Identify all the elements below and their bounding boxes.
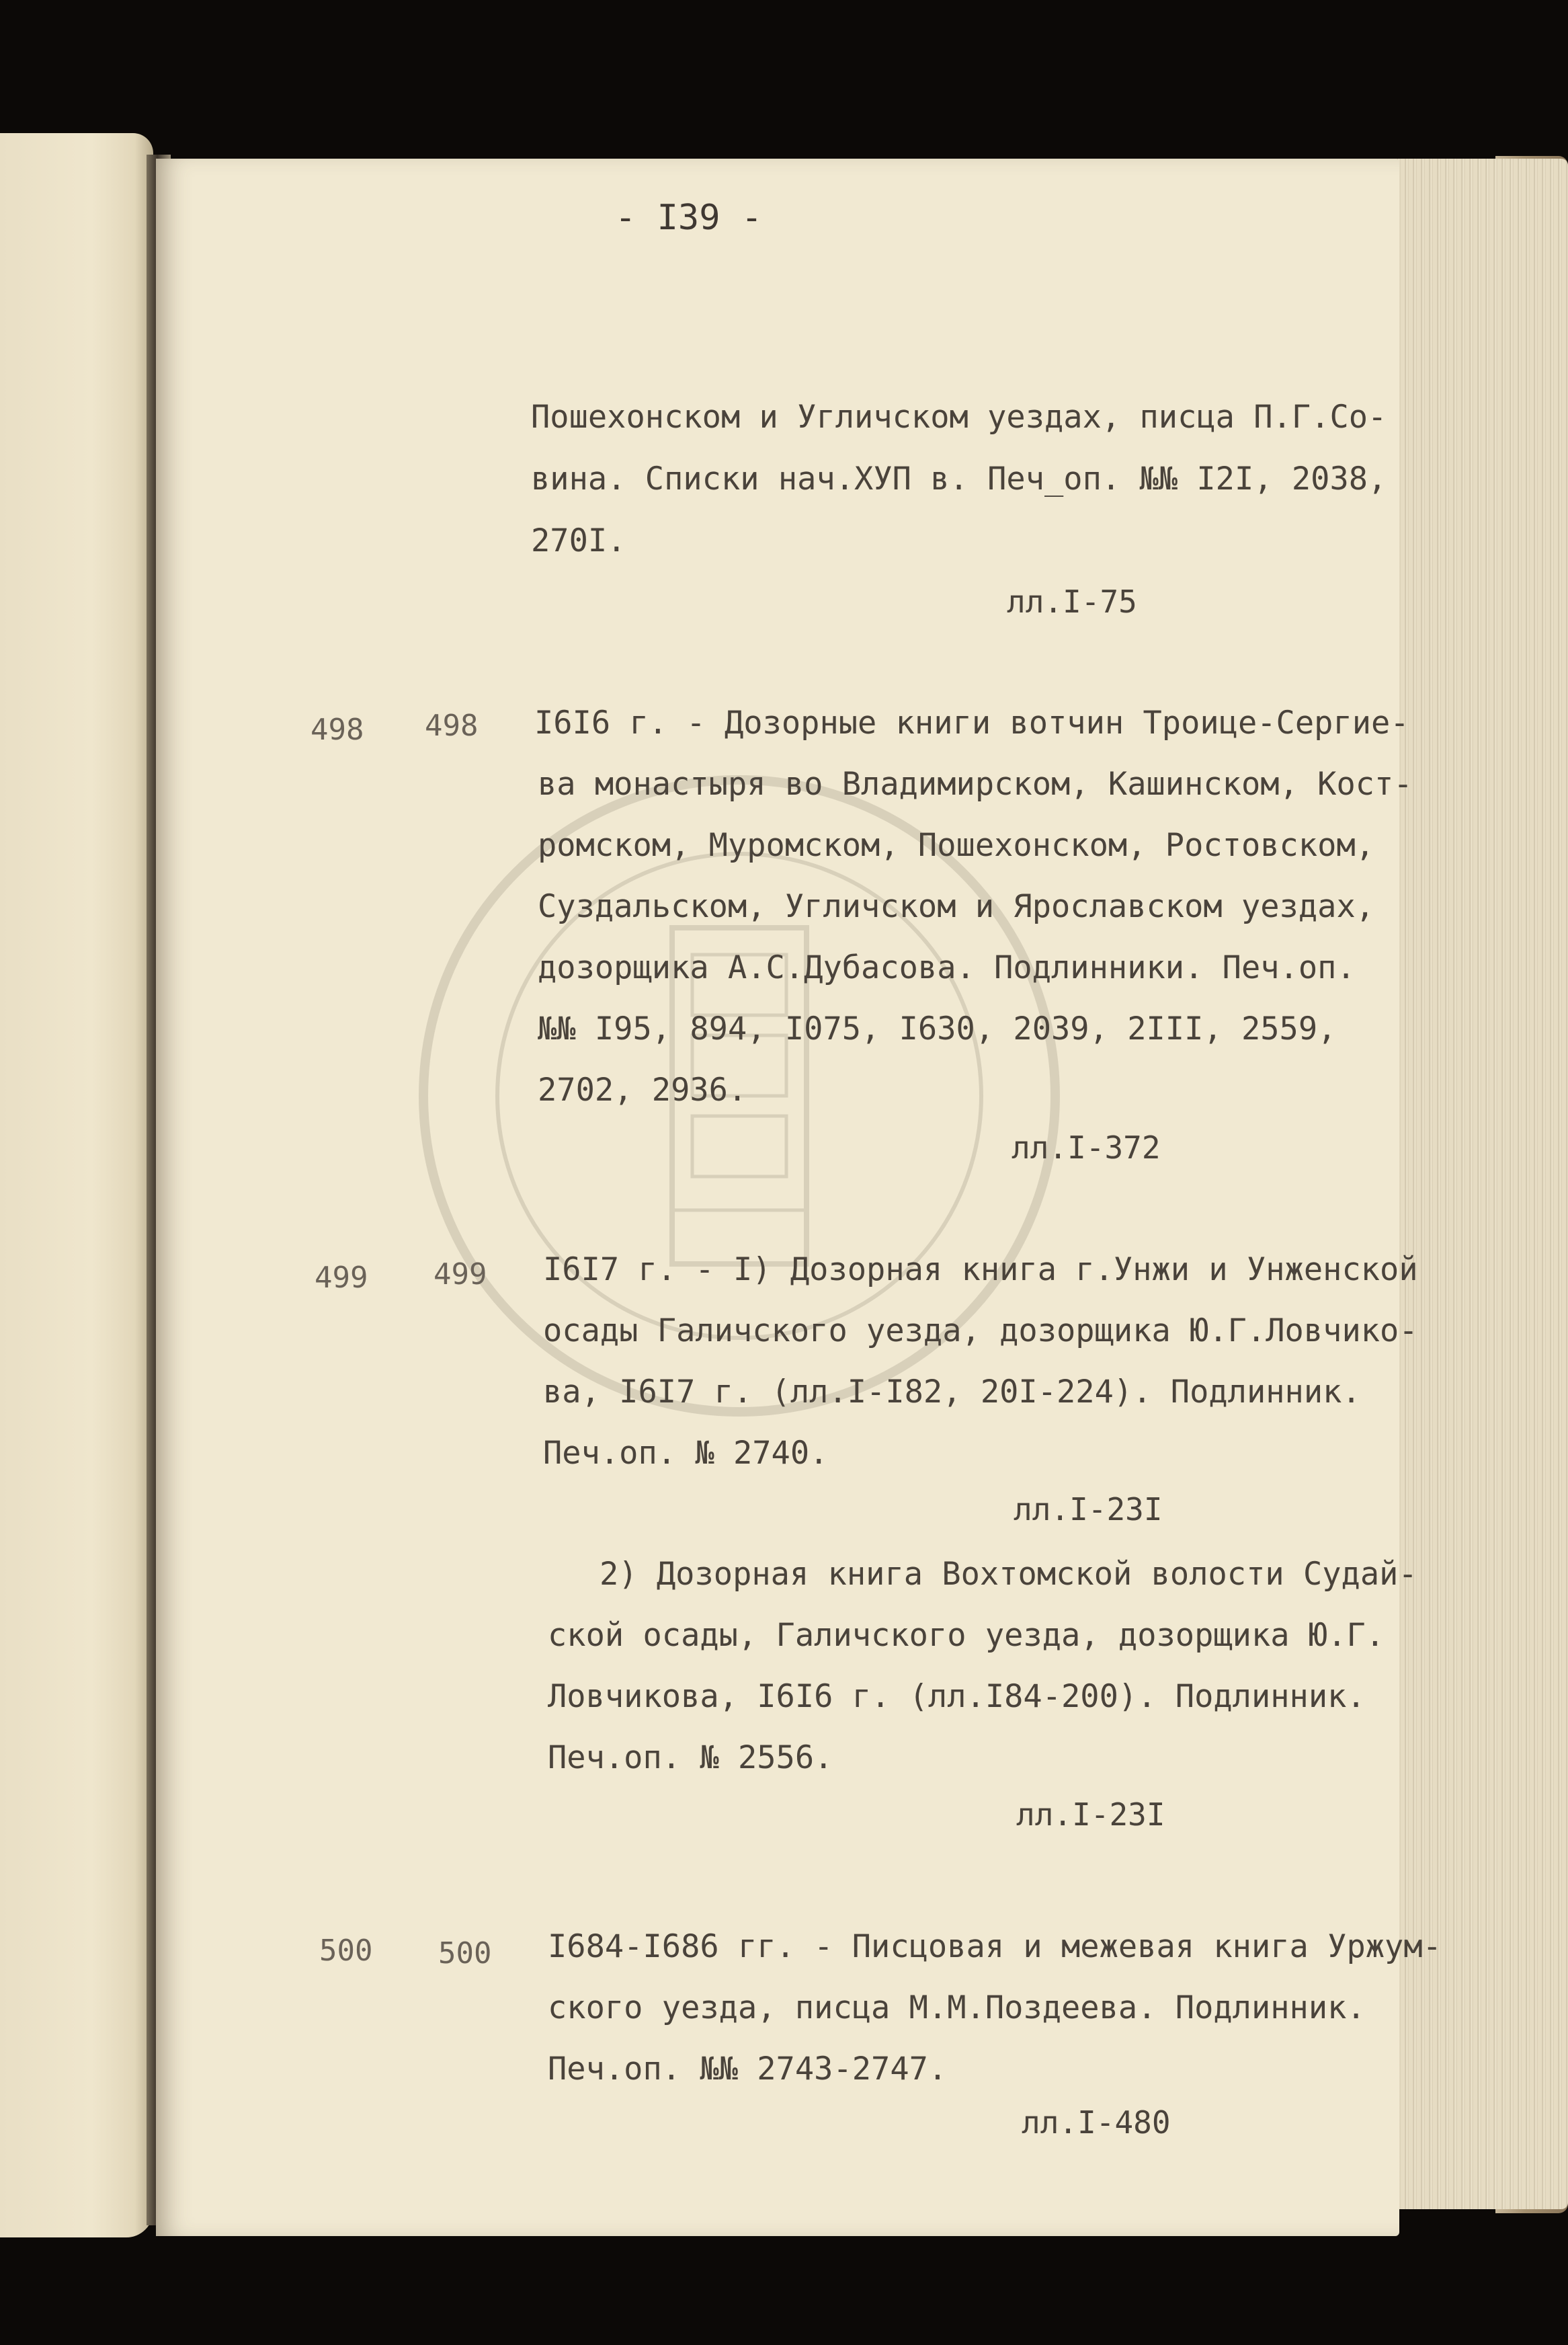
entry-line: Печ.оп. № 2740. [543,1435,829,1472]
entry-line: дозорщика А.С.Дубасова. Подлинники. Печ.оп. [538,949,1356,986]
sheets-ref: лл.I-480 [1022,2104,1171,2141]
entry-subitem-line: Ловчикова, I6I6 г. (лл.I84-200). Подлинник. [548,1678,1366,1715]
entry-line: 2702, 2936. [538,1072,747,1109]
page-edges [1385,159,1568,2209]
entry-subitem-line: 2) Дозорная книга Вохтомской волости Судай- [600,1556,1417,1593]
entry-number-new: 500 [438,1936,492,1971]
sheets-ref: лл.I-75 [1007,584,1137,620]
sheets-ref: лл.I-23I [1016,1796,1165,1833]
entry-line: осады Галичского уезда, дозорщика Ю.Г.Ловчико- [543,1312,1418,1349]
entry-number-old: 500 [319,1934,373,1968]
left-page [0,133,153,2237]
entry-number-new: 498 [425,709,479,743]
entry-line: ского уезда, писца М.М.Поздеева. Подлинник. [548,1989,1366,2026]
entry-number-new: 499 [434,1257,487,1291]
entry-subitem-line: Печ.оп. № 2556. [548,1739,833,1776]
entry-line: I6I6 г. - Дозорные книги вотчин Троице-Сергие- [534,705,1409,742]
entry-number-old: 498 [311,713,364,747]
entry-line: I684-I686 гг. - Писцовая и межевая книга Уржум- [548,1928,1442,1965]
sheets-ref: лл.I-372 [1012,1129,1161,1166]
entry-line: Печ.оп. №№ 2743-2747. [548,2051,948,2088]
entry-line: №№ I95, 894, I075, I630, 2039, 2III, 2559, [538,1010,1337,1047]
entry-line: ва, I6I7 г. (лл.I-I82, 20I-224). Подлинник. [543,1374,1361,1410]
page-number: - I39 - [615,198,763,238]
continuation-line: Пошехонском и Угличском уездах, писца П.Г.Со- [531,399,1387,436]
entry-line: I6I7 г. - I) Дозорная книга г.Унжи и Унженской [543,1251,1418,1288]
continuation-line: 270I. [531,522,626,559]
continuation-line: вина. Списки нач.ХУП в. Печ_оп. №№ I2I, 2038, [531,461,1387,498]
entry-line: ва монастыря во Владимирском, Кашинском, Кост- [538,766,1413,803]
entry-number-old: 499 [315,1261,368,1295]
entry-line: ромском, Муромском, Пошехонском, Ростовском, [538,827,1375,864]
entry-subitem-line: ской осады, Галичского уезда, дозорщика Ю.Г. [548,1617,1385,1654]
entry-line: Суздальском, Угличском и Ярославском уездах, [538,888,1375,925]
sheets-ref: лл.I-23I [1014,1491,1163,1527]
